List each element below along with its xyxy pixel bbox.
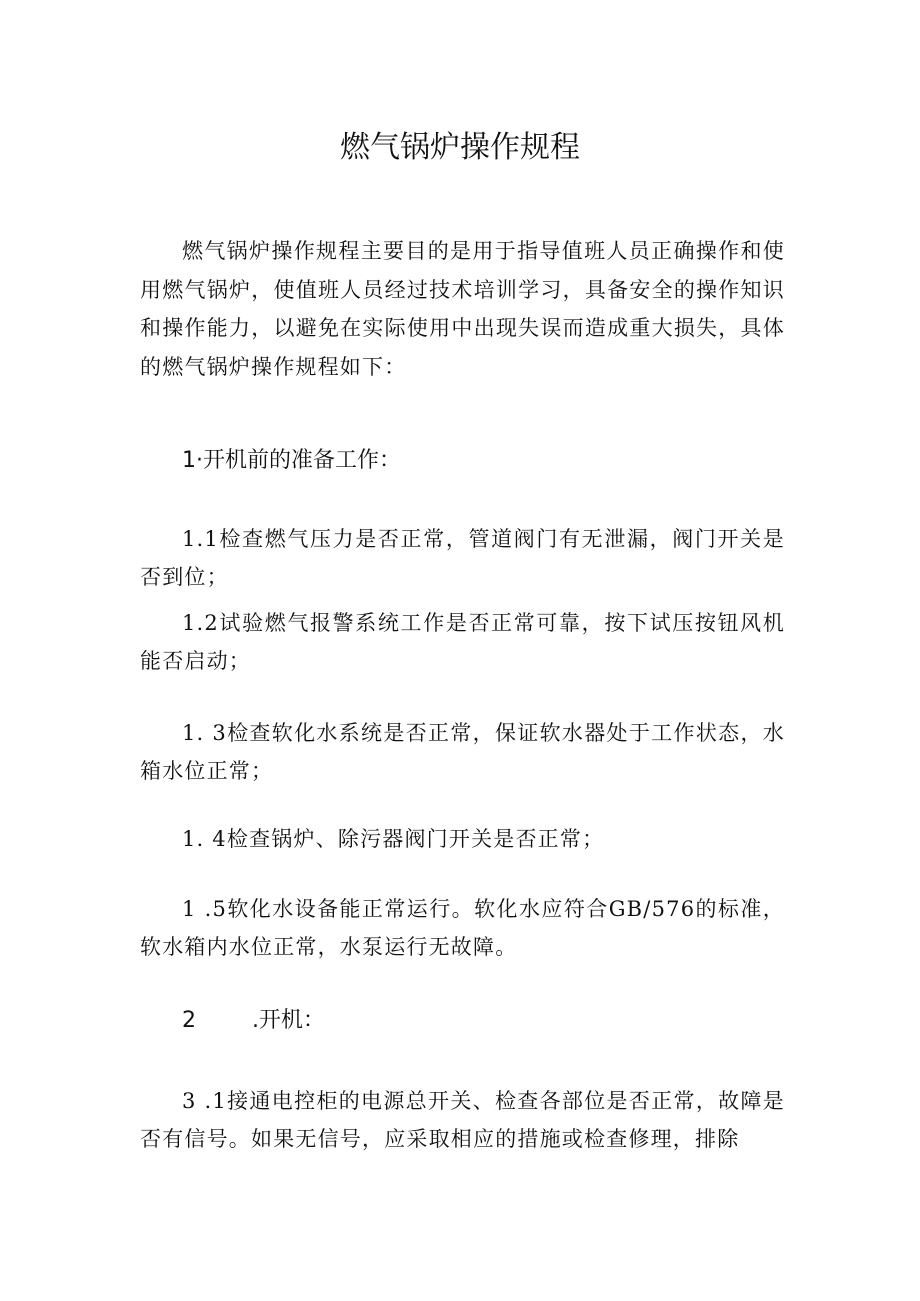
item-3-1: 3 .1接通电控柜的电源总开关、检查各部位是否正常，故障是否有信号。如果无信号，应采取相应的措施或检查修理，排除 [140,1089,785,1151]
item-1-3: 1. 3检查软化水系统是否正常，保证软水器处于工作状态，水箱水位正常； [140,721,785,783]
intro-paragraph: 燃气锅炉操作规程主要目的是用于指导值班人员正确操作和使用燃气锅炉，使值班人员经过技术培训学习，具备安全的操作知识和操作能力，以避免在实际使用中出现失误而造成重大损失，具体的燃气锅炉操作规程如下： [140,239,785,379]
item-1-4: 1. 4检查锅炉、除污器阀门开关是否正常； [182,827,605,851]
document-title: 燃气锅炉操作规程 [340,130,580,165]
item-1-1: 1.1检查燃气压力是否正常，管道阀门有无泄漏，阀门开关是否到位； [140,527,785,589]
section-heading-startup: 2 .开机： [182,1008,325,1033]
item-1-5: 1 .5软化水设备能正常运行。软化水应符合GB/576的标准，软水箱内水位正常，水泵运行无故障。 [140,897,785,959]
section-heading-preparation: 1·开机前的准备工作： [182,448,401,473]
item-1-2: 1.2试验燃气报警系统工作是否正常可靠，按下试压按钮风机能否启动； [140,611,785,673]
